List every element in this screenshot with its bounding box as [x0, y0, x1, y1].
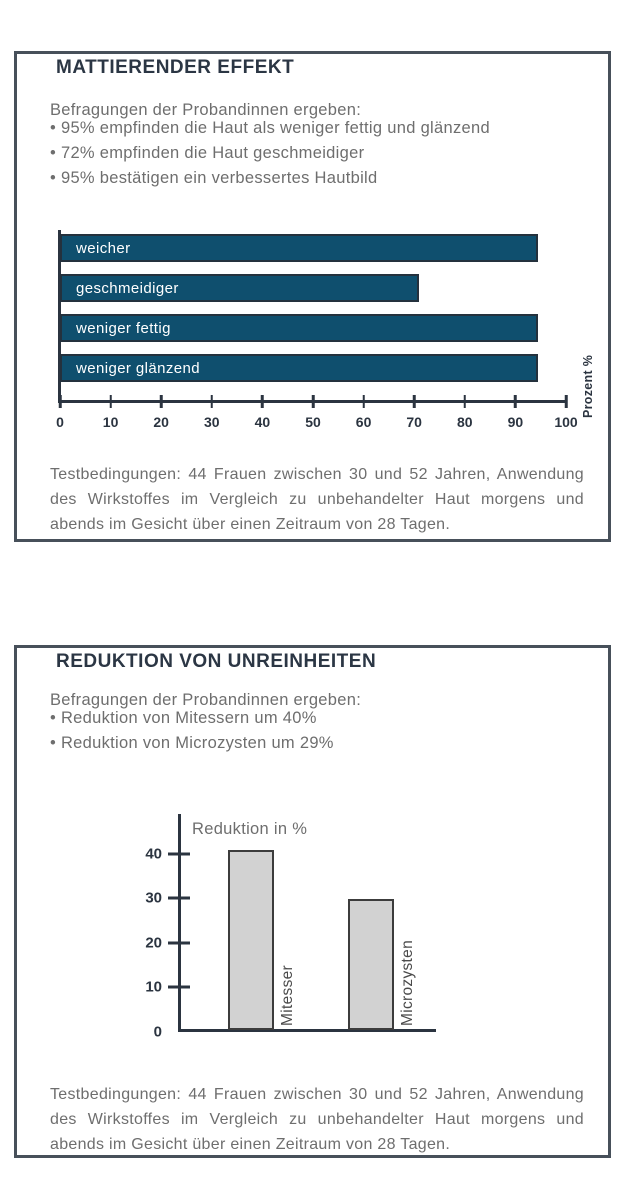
bar-label-mitesser: Mitesser — [279, 965, 296, 1026]
y-tick — [168, 986, 190, 989]
bar-row-geschmeidiger — [60, 274, 566, 302]
x-tick — [59, 395, 62, 408]
y-tick-label: 20 — [145, 934, 162, 952]
x-tick — [109, 395, 112, 408]
vertical-bar-chart — [145, 814, 440, 1041]
bar-weicher — [60, 234, 538, 262]
panel2-bullet-list — [50, 706, 334, 756]
chart2-title: Reduktion in % — [192, 820, 308, 838]
x-tick-label: 20 — [153, 414, 169, 430]
panel1-bullet: • 72% empfinden die Haut geschmeidiger — [50, 141, 490, 166]
x-tick — [312, 395, 315, 408]
x-tick-label: 60 — [355, 414, 372, 430]
x-tick-label: 100 — [554, 414, 578, 430]
panel2-title: REDUKTION VON UNREINHEITEN — [44, 649, 388, 675]
x-tick-label: 10 — [102, 414, 119, 430]
x-tick — [413, 395, 416, 408]
x-tick-label: 90 — [507, 414, 524, 430]
panel2-bullet: • Reduktion von Mitessern um 40% — [50, 706, 334, 731]
x-tick — [464, 395, 467, 408]
chart2-y-axis — [178, 814, 181, 1032]
x-tick-label: 70 — [406, 414, 422, 430]
x-tick-label: 30 — [204, 414, 220, 430]
bar-label-microzysten: Microzysten — [399, 940, 416, 1026]
x-tick-label: 0 — [56, 414, 64, 430]
x-tick — [261, 395, 264, 408]
panel2-intro: Befragungen der Probandinnen ergeben: — [50, 690, 362, 709]
bar-geschmeidiger — [60, 274, 419, 302]
y-tick — [168, 942, 190, 945]
y-tick-label: 30 — [145, 889, 162, 907]
bar-weniger-fettig — [60, 314, 538, 342]
x-tick-label: 80 — [457, 414, 473, 430]
y-tick-label: 10 — [145, 978, 162, 996]
y-tick — [168, 897, 190, 900]
bar-mitesser — [228, 850, 274, 1030]
x-tick — [362, 395, 365, 408]
x-tick — [514, 395, 517, 408]
panel1-bullet: • 95% bestätigen ein verbessertes Hautbild — [50, 166, 490, 191]
bar-row-weniger-glaenzend — [60, 354, 566, 382]
y-tick-label: 40 — [145, 845, 162, 863]
y-tick-label: 0 — [153, 1023, 162, 1041]
bar-weniger-glaenzend — [60, 354, 538, 382]
x-tick-label: 50 — [305, 414, 321, 430]
panel2-bullet: • Reduktion von Microzysten um 29% — [50, 731, 334, 756]
panel1-bullet: • 95% empfinden die Haut als weniger fettig und glänzend — [50, 116, 490, 141]
bar-row-weicher — [60, 234, 566, 262]
bar-row-weniger-fettig — [60, 314, 566, 342]
panel-reduktion-von-unreinheiten — [14, 645, 611, 1158]
bar-microzysten — [348, 899, 394, 1030]
panel1-bullet-list — [50, 116, 490, 191]
panel1-footnote: Testbedingungen: 44 Frauen zwischen 30 und 52 Jahren, Anwendung des Wirkstoffes im Vergleich zu unbehandelter Haut morgens und abends im Gesicht über einen Zeitraum von 28 Tagen. — [50, 466, 584, 533]
bar-label: geschmeidiger — [76, 279, 179, 297]
chart1-axis-unit-label: Prozent % — [581, 354, 595, 418]
panel1-title: MATTIERENDER EFFEKT — [44, 55, 306, 81]
horizontal-bar-chart — [56, 230, 595, 430]
panel2-footnote: Testbedingungen: 44 Frauen zwischen 30 und 52 Jahren, Anwendung des Wirkstoffes im Vergleich zu unbehandelter Haut morgens und abends im Gesicht über einen Zeitraum von 28 Tagen. — [50, 1086, 584, 1153]
bar-label: weniger glänzend — [76, 359, 200, 377]
x-tick — [565, 395, 568, 408]
x-tick — [211, 395, 214, 408]
x-tick — [160, 395, 163, 408]
x-tick-label: 40 — [254, 414, 271, 430]
panel1-intro: Befragungen der Probandinnen ergeben: — [50, 100, 362, 119]
y-tick — [168, 853, 190, 856]
bar-label: weniger fettig — [76, 319, 171, 337]
chart2-x-axis — [178, 1029, 436, 1032]
panel-mattierender-effekt — [14, 51, 611, 542]
bar-label: weicher — [76, 239, 131, 257]
